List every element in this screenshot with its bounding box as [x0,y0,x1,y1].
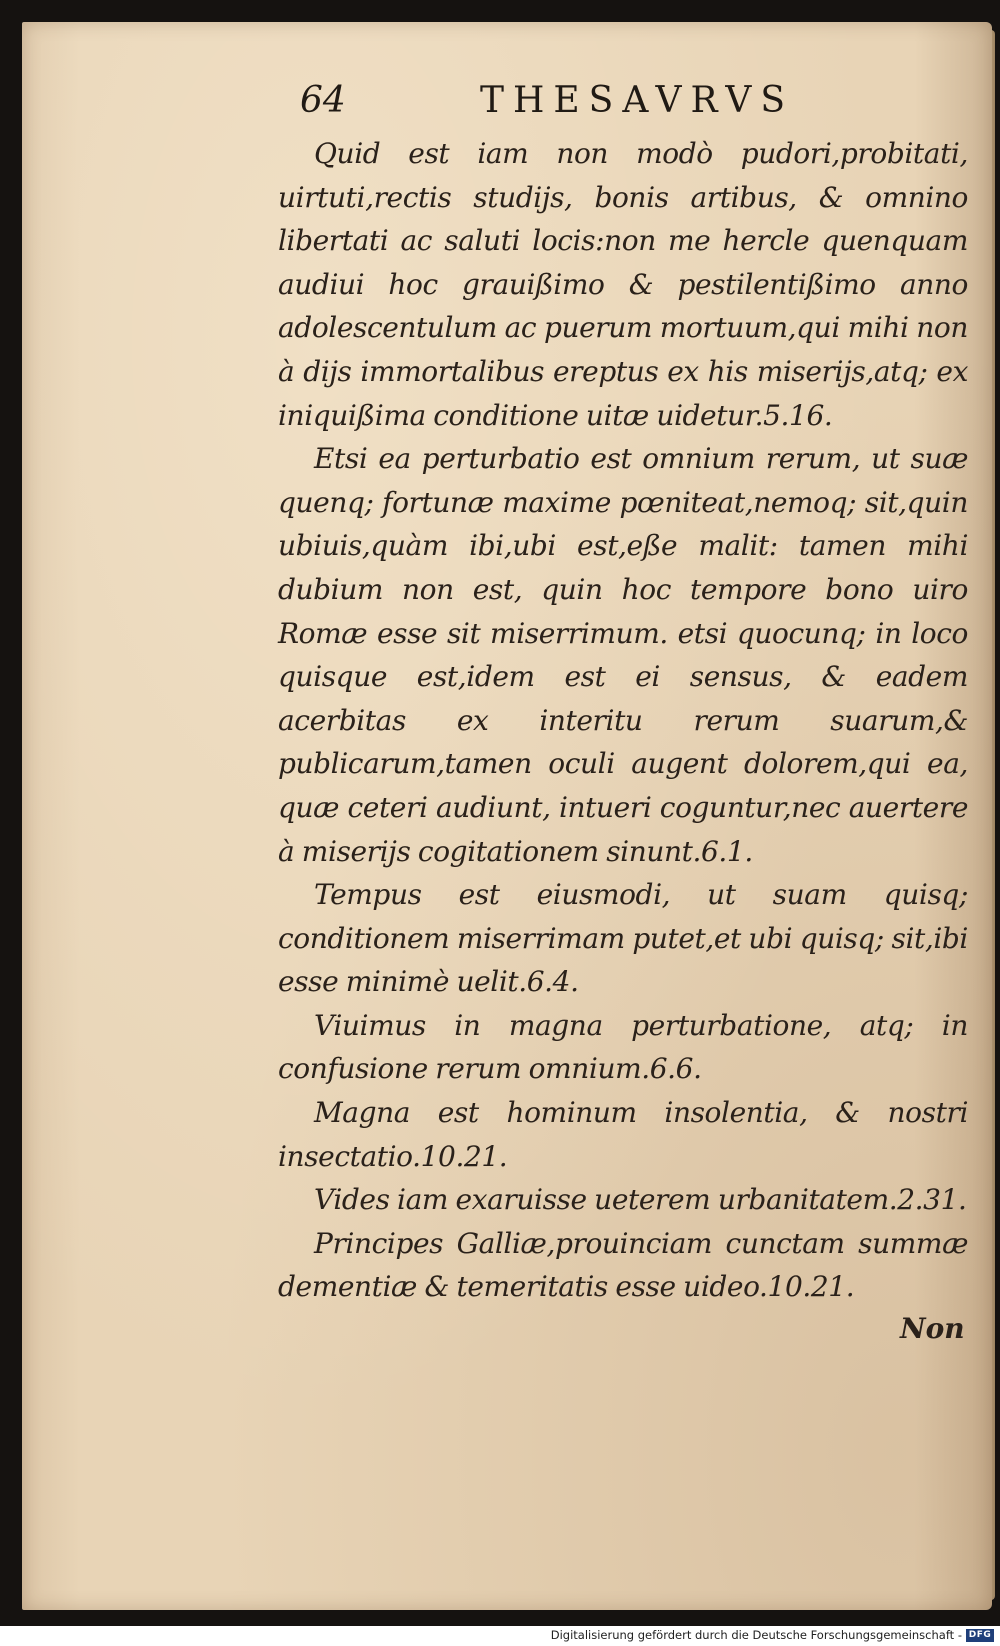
paragraph: Viuimus in magna perturbatione, atq; in confusione rerum omnium.6.6. [278,1008,968,1086]
paragraph: Principes Galliæ,prouinciam cunctam summæ dementiæ & temeritatis esse uideo.10.21. [278,1226,968,1304]
paragraph: Quid est iam non modò pudori,probitati, uirtuti,rectis studijs, bonis artibus, & omnino libertati ac saluti locis:non me hercle quenquam audiui hoc grauißimo & pestilentißimo anno adolescentulum ac puerum mortuum,qui mihi non à dijs immortalibus ereptus ex his miserijs,atq; ex iniquißima conditione uitæ uidetur.5.16. [278,137,968,432]
paragraph: Vides iam exaruisse ueterem urbanitatem.2.31. [314,1183,967,1217]
page-number: 64 [300,80,346,121]
catchword: Non [900,1312,965,1345]
footer-bar [0,1626,1000,1646]
paragraph: Tempus est eiusmodi, ut suam quisq; conditionem miserrimam putet,et ubi quisq; sit,ibi esse minimè uelit.6.4. [278,878,968,999]
paragraph: Etsi ea perturbatio est omnium rerum, ut suæ quenq; fortunæ maxime pœniteat,nemoq; sit,quin ubiuis,quàm ibi,ubi est,eße malit: tamen mihi dubium non est, quin hoc tempore bono uiro Romæ esse sit miserrimum. etsi quocunq; in loco quisque est,idem est ei sensus, & eadem acerbitas ex interitu rerum suarum,& publicarum,tamen oculi augent dolorem,qui ea, quæ ceteri audiunt, intueri coguntur,nec auertere à miserijs cogitationem sinunt.6.1. [278,442,968,868]
dfg-logo: DFG [966,1629,994,1642]
text-block [278,132,968,1309]
digitization-credit: Digitalisierung gefördert durch die Deutsche Forschungsgemeinschaft - [550,1628,962,1642]
running-title: THESAVRVS [480,80,795,121]
paragraph: Magna est hominum insolentia, & nostri insectatio.10.21. [278,1096,968,1173]
running-head [300,80,820,130]
